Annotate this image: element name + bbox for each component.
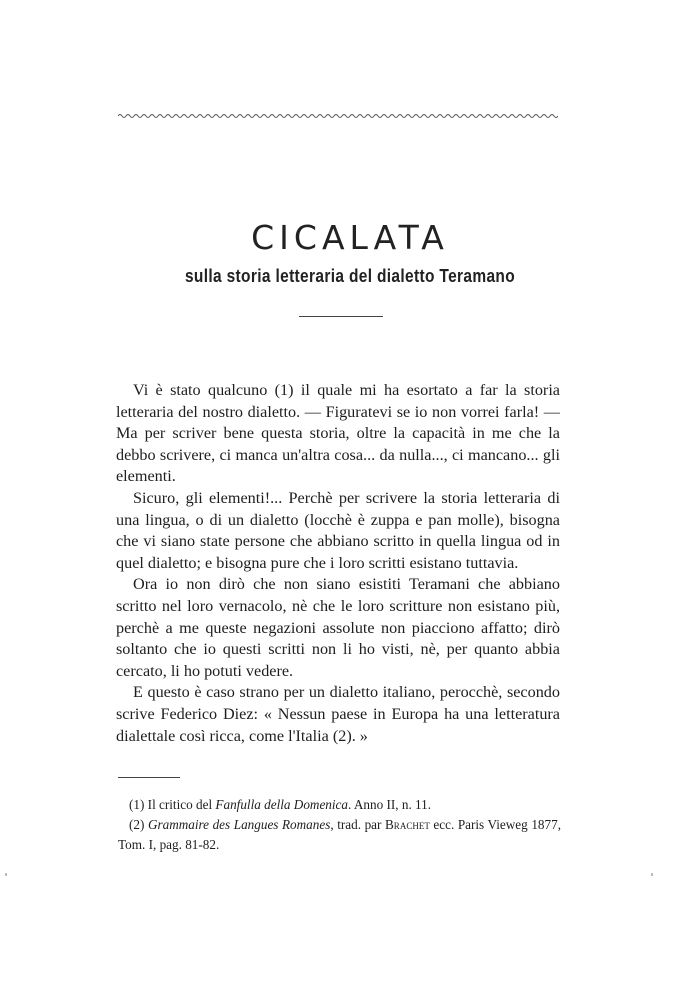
footnote-1-prefix: (1) Il critico del (129, 797, 216, 812)
footnote-2-rest-a: , trad. par (330, 817, 386, 832)
footnote-1 (118, 795, 561, 815)
footnote-2-prefix: (2) (129, 817, 148, 832)
footnote-1-rest: . Anno II, n. 11. (348, 797, 432, 812)
footnote-1-title: Fanfulla della Domenica (215, 797, 349, 812)
footnote-divider (118, 777, 180, 778)
scan-speck (651, 873, 653, 876)
body-text (116, 380, 560, 747)
title-divider (299, 316, 383, 317)
page-title: CICALATA (251, 218, 449, 257)
footnote-2-author: Brachet (385, 817, 430, 832)
paragraph: Ora io non dirò che non siano esistiti Teramani che abbiano scritto nel loro vernacolo, nè che le loro scritture non esistano più, perchè a me queste negazioni assolute non piacciono affatto; dirò soltanto che io questi scritti non li ho visti, nè, per quanto abbia cercato, li ho potuti vedere. (116, 575, 560, 680)
scan-speck (5, 873, 7, 876)
footnotes (118, 795, 561, 855)
footnote-2 (118, 815, 561, 855)
footnote-2-title: Grammaire des Langues Romanes (147, 817, 331, 832)
footnote-2-rest-b: ecc. Paris Vieweg 1877, Tom. I, pag. 81-82. (118, 817, 561, 852)
paragraph: Sicuro, gli elementi!... Perchè per scrivere la storia letteraria di una lingua, o di un dialetto (locchè è zuppa e pan molle), bisogna che vi siano state persone che abbiano scritto in quella lingua od in quel dialetto; e bisogna pure che i loro scritti esistano tuttavia. (116, 488, 560, 572)
ornamental-rule (118, 110, 558, 122)
page-subtitle: sulla storia letteraria del dialetto Teramano (184, 266, 516, 286)
paragraph: Vi è stato qualcuno (1) il quale mi ha esortato a far la storia letteraria del nostro dialetto. — Figuratevi se io non vorrei farla! — Ma per scriver bene questa storia, oltre la capacità in me che la debbo scrivere, ci manca un'altra cosa... da nulla..., ci mancano... gli elementi. (116, 381, 560, 486)
paragraph: E questo è caso strano per un dialetto italiano, perocchè, secondo scrive Federico Diez: « Nessun paese in Europa ha una letteratura dialettale così ricca, come l'Italia (2). » (116, 683, 560, 745)
